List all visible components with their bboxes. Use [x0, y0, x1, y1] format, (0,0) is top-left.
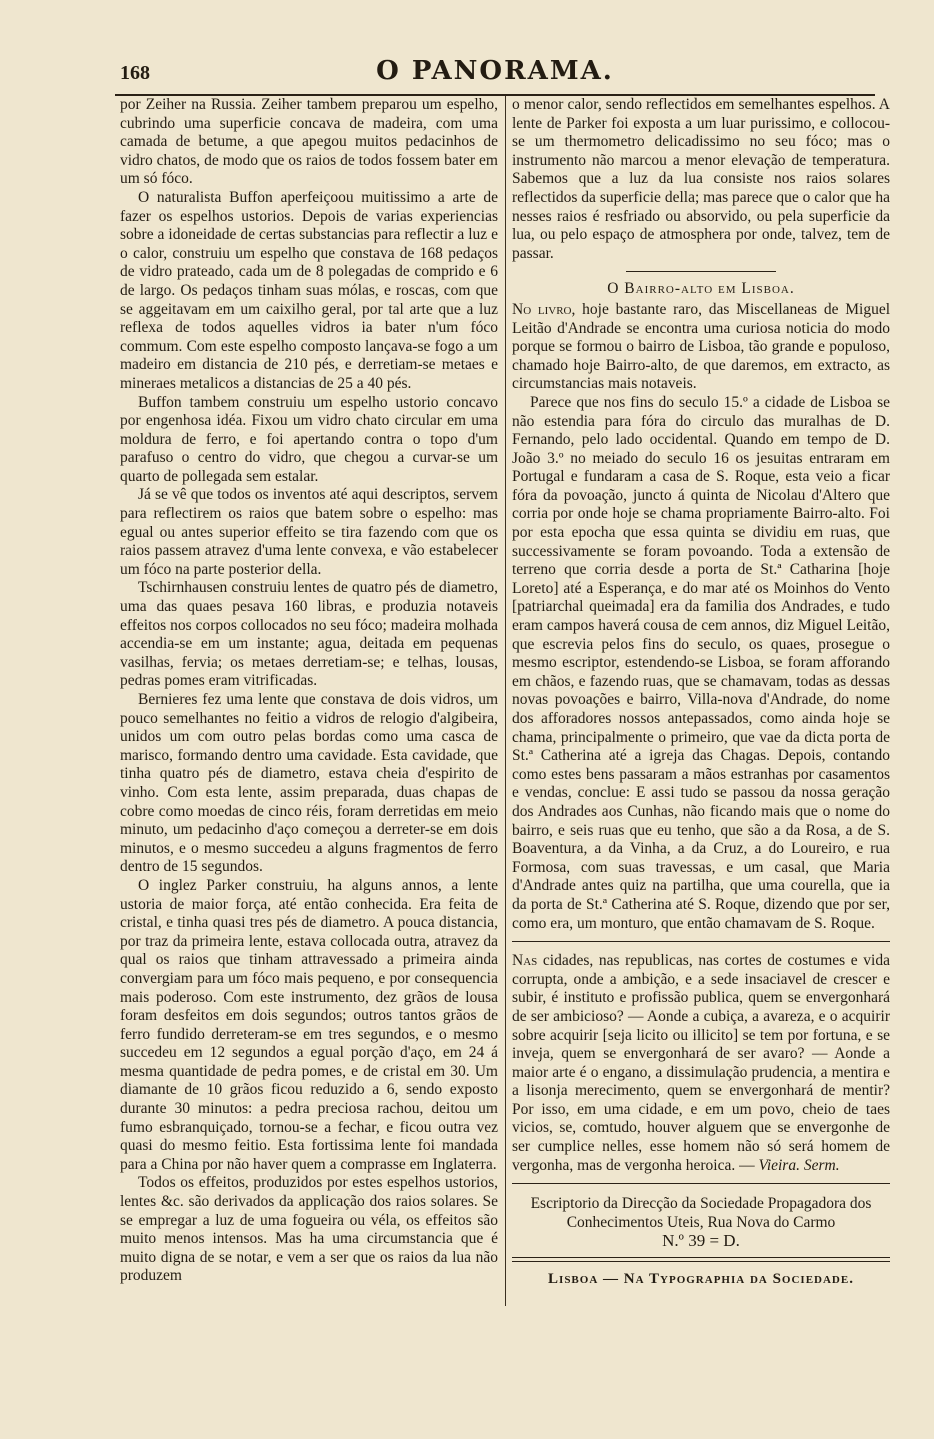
paragraph: Tschirnhausen construiu lentes de quatro pés de diametro, uma das quaes pesava 160 libras, e produzia notaveis effeitos nos corpos collocados no seu fóco; madeira molhada accendia-se em um instante; agua, deitada em pequenas vasilhas, fervia; os metaes derretiam-se; e telhas, lousas, pedras pomes eram vitrificadas. — [120, 579, 498, 690]
paragraph: o menor calor, sendo reflectidos em semelhantes espelhos. A lente de Parker foi exposta a um luar purissimo, e collocou-se um thermometro delicadissimo no seu fóco; mas o instrumento não marcou a menor elevação de temperatura. Sabemos que a luz da lua consiste nos raios solares reflectidos da superficie della; mas parece que o calor que ha nesses raios é resfriado ou absorvido, ou pela superficie da lua, ou pelo espaço de atmosphera por onde, talvez, tem de passar. — [512, 96, 890, 262]
paragraph: O inglez Parker construiu, ha alguns annos, a lente ustoria de maior força, até então conhecida. Era feita de cristal, e tinha quasi tres pés de diametro. A pouca distancia, por traz da primeira lente, estava collocada outra, atravez da qual os raios que tinham attravessado a primeira ainda convergiam para um fóco mais pequeno, e por consequencia mais poderoso. Com este instrumento, dez grãos de lousa foram desfeitos em dois segundos; outros tantos grãos de ferro fundido derreteram-se em tres segundos, e o mesmo succedeu em 12 segundos a egual porção d'aço, em 24 á mesma quantidade de pedra pomes, e de cristal em 30. Um diamante de 10 grãos ficou reduzido a 6, sendo exposto durante 30 minutos: a pedra preciosa rachou, deitou um fumo esbranquiçado, tornou-se a fechar, e ficou outra vez quasi do mesmo feitio. Esta fortissima lente foi mandada para a China por não haver quem a comprasse em Inglaterra. — [120, 876, 498, 1173]
paragraph-body: , hoje bastante raro, das Miscellaneas de Miguel Leitão d'Andrade se encontra uma curiosa noticia do modo porque se formou o bairro de Lisboa, tão grande e populoso, chamado hoje Bairro-alto, de que daremos, em extracto, as circumstancias mais notaveis. — [512, 300, 890, 393]
paragraph — [512, 301, 890, 394]
journal-title: O PANORAMA. — [376, 56, 614, 86]
section-separator — [512, 941, 890, 942]
imprint-separator — [512, 1183, 890, 1184]
paragraph: O naturalista Buffon aperfeiçoou muitissimo a arte de fazer os espelhos ustorios. Depois de varias experiencias sobre a idoneidade de certas substancias para reflectir a luz e o calor, construiu um espelho que constava de 168 pedaços de vidro prateado, cada um de 8 polegadas de comprido e 6 de largo. Os pedaços tinham suas mólas, e roscas, com que se aggeitavam em um caixilho geral, por tal arte que a luz reflexa de todos aquelles vidros ia bater n'um fóco commum. Com este espelho composto lançava-se fogo a um madeiro em distancia de 210 pés, e derretiam-se metaes e mineraes metalicos a distancias de 25 a 40 pés. — [120, 188, 498, 392]
page-header — [115, 52, 875, 96]
paragraph: Parece que nos fins do seculo 15.º a cidade de Lisboa se não estendia para fóra do circulo das muralhas de D. Fernando, pelo lado occidental. Quando em tempo de D. João 3.º no meiado do seculo 16 os jesuitas entraram em Portugal e fundaram a casa de S. Roque, esta veio a ficar fóra da povoação, juncto á quinta de Nicolau d'Altero que corria por onde hoje se chama propriamente Bairro-alto. Foi por esta epocha que essa quinta se dividiu em ruas, que successivamente se foram povoando. Toda a extensão de terreno que corria desde a porta de St.ª Catharina [hoje Loreto] até a Esperança, e do mar até os Moinhos do Vento [patriarchal queimada] era da familia dos Andrades, e tudo eram campos haverá cousa de cem annos, diz Miguel Leitão, que escrevia pelos fins do seculo, os quaes, prosegue o mesmo escriptor, estendendo-se Lisboa, se foram afforando em chãos, e fazendo ruas, que se chamavam, todas as dessas novas povoações e bairro, Villa-nova d'Andrade, do nome dos afforadores nossos antepassados, como ainda hoje se chama, principalmente o primeiro, que vae da dicta porta de St.ª Catherina até a igreja das Chagas. Depois, contando como estes bens passaram a mãos estranhas por casamentos e vendas, conclue: E assi tudo se passou da nossa geração dos Andrades aos Cunhas, não ficando mais que o nome do bairro, e seis ruas que eu tenho, que são a da Rosa, a de S. Boaventura, a da Vinha, a da Cruz, a do Loureiro, e rua Formosa, com suas travessas, e um casal, que Maria d'Andrade antes quiz na partilha, que uma courella, que ia da porta de St.ª Catherina até S. Roque, dizendo que por ser, como era, um monturo, que então chamavam de S. Roque. — [512, 393, 890, 932]
paragraph: por Zeiher na Russia. Zeiher tambem preparou um espelho, cubrindo uma superficie concava de madeira, com uma camada de betume, a que apegou muitos pedacinhos de vidro chatos, de modo que os raios de todos fossem bater em um só fóco. — [120, 96, 498, 188]
paragraph: Já se vê que todos os inventos até aqui descriptos, servem para reflectirem os raios que batem sobre o espelho: mas egual ou antes superior effeito se tira fazendo com que os raios passem atravez d'uma lente convexa, e vão estabelecer um fóco na parte posterior della. — [120, 486, 498, 578]
left-column — [120, 96, 498, 1399]
maxim-paragraph — [512, 952, 890, 1175]
page-number: 168 — [120, 62, 150, 84]
maxim-author: Vieira. Serm. — [758, 1156, 840, 1174]
footer-rule — [512, 1257, 890, 1262]
imprint-number: N.º 39 = D. — [662, 1231, 740, 1251]
paragraph-lead: Nas — [512, 952, 538, 970]
paragraph: Todos os effeitos, produzidos por estes espelhos ustorios, lentes &c. são derivados da applicação dos raios solares. Se se empregar a luz de uma fogueira ou véla, os effeitos são muito menos intensos. Mas ha uma circumstancia que é muito digna de se notar, e vem a ser que os raios da lua não produzem — [120, 1174, 498, 1285]
paragraph: Buffon tambem construiu um espelho ustorio concavo por engenhosa idéa. Fixou um vidro chato circular em uma moldura de ferro, e foi apertando contra o topo d'um parafuso o centro do vidro, que chegou a curvar-se um quarto de pollegada sem estalar. — [120, 393, 498, 485]
right-column — [512, 96, 890, 1399]
section-title: O Bairro-alto em Lisboa. — [607, 280, 795, 298]
section-rule — [626, 271, 776, 272]
imprint: Escriptorio da Direcção da Sociedade Propagadora dos Conhecimentos Uteis, Rua Nova do Carmo — [530, 1195, 872, 1232]
printer-line: Lisboa — Na Typographia da Sociedade. — [548, 1270, 854, 1287]
column-divider — [505, 96, 506, 1306]
paragraph-body: cidades, nas republicas, nas cortes de costumes e vida corrupta, onde a ambição, e a sede insaciavel de crescer e subir, é instituto e profissão publica, quem se envergonhará de ser ambicioso? — Aonde a cubiça, a avareza, e o acquirir sobre acquirir [seja licito ou illicito] se tem por fortuna, e se inveja, quem se envergonhará de ser avaro? — Aonde a maior arte é o engano, a dissimulação prudencia, a mentira e a lisonja merecimento, quem se envergonhará de mentir? Por isso, em uma cidade, e em um povo, cheio de taes vicios, se, comtudo, houver alguem que se envergonhe de ser cumplice nelles, esse homem não só será homem de vergonha, mas de vergonha heroica. — — [512, 952, 890, 1174]
paragraph: Bernieres fez uma lente que constava de dois vidros, um pouco semelhantes no feitio a vidros de relogio d'algibeira, unidos um com outro pelas bordas como uma casca de marisco, formando dentro uma cavidade. Esta cavidade, que tinha quatro pés de diametro, estava cheia d'espirito de vinho. Com esta lente, assim preparada, duas chapas de cobre como moedas de cinco réis, foram derretidas em meio minuto, um pedacinho d'aço começou a derreter-se em dois minutos, e o mesmo succedeu a alguns fragmentos de ferro dentro de 15 segundos. — [120, 691, 498, 876]
paragraph-lead: No livro — [512, 300, 572, 318]
